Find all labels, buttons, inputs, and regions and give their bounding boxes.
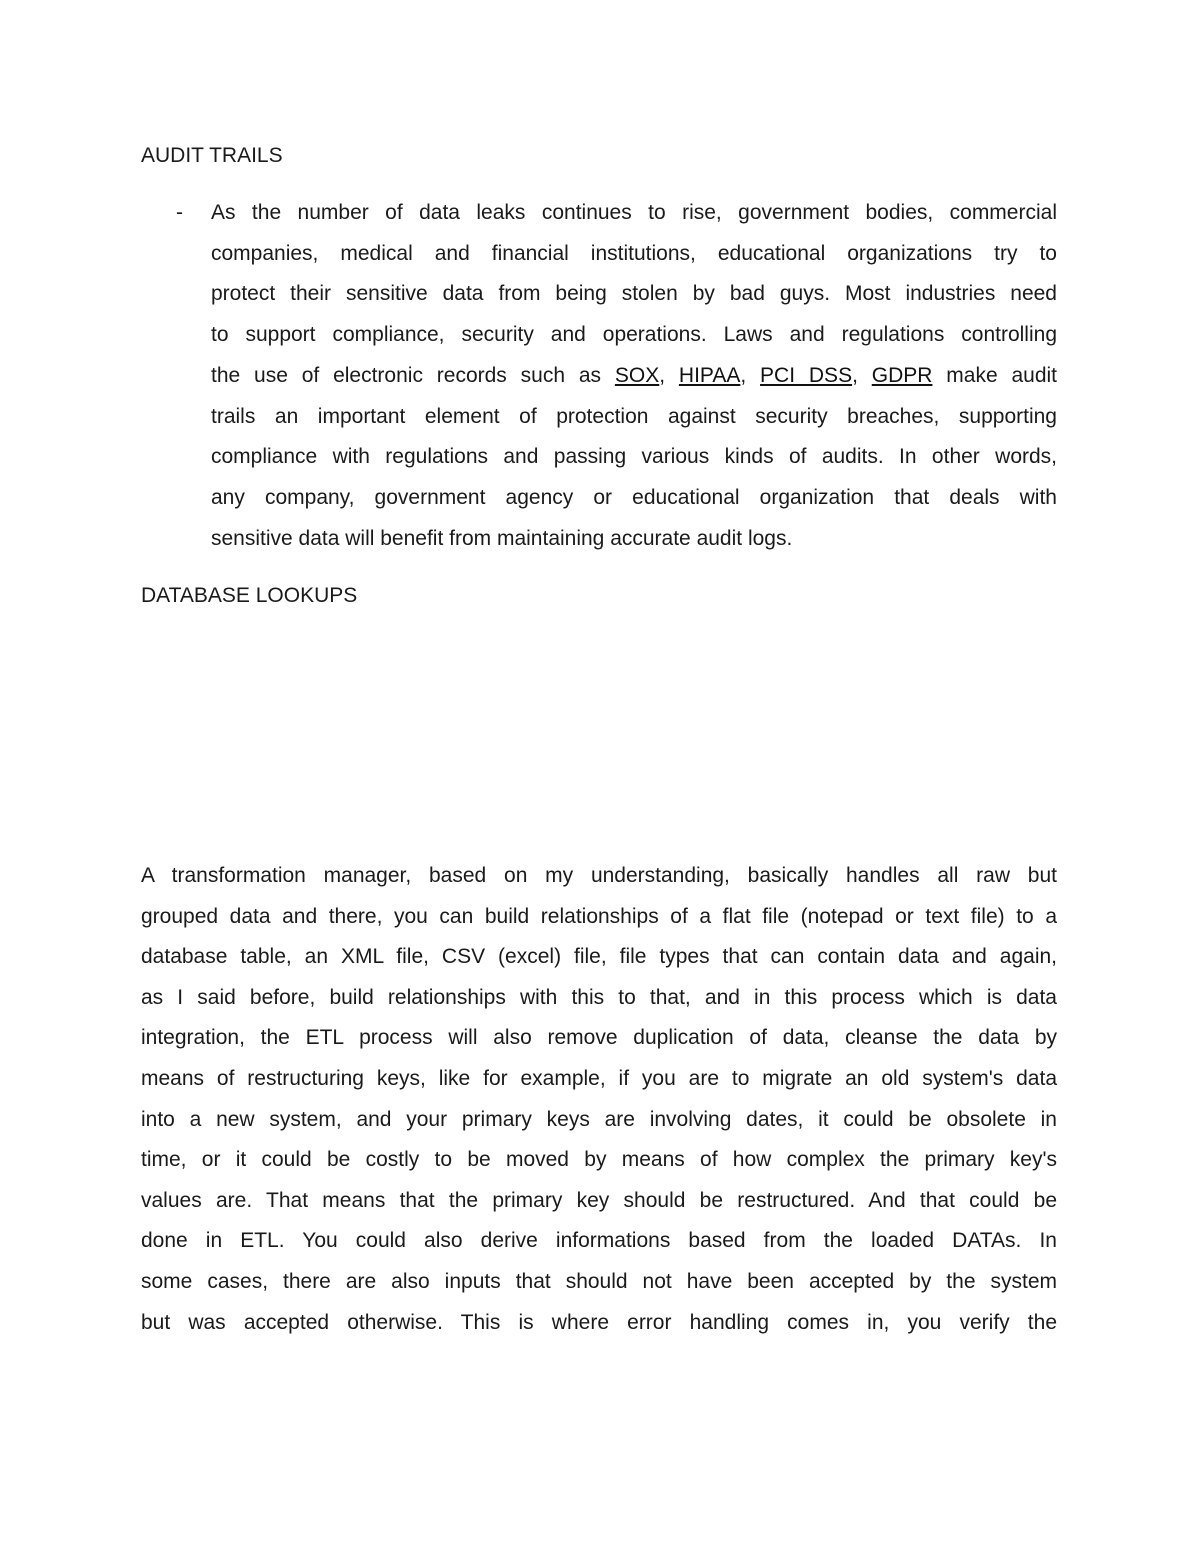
text-span: protect their sensitive data from being stolen by bad guys. Most industries need [211,282,1057,306]
text-line: means of restructuring keys, like for example, if you are to migrate an old system's data [141,1067,1057,1090]
text-span: trails an important element of protection against security breaches, supporting [211,404,1057,428]
heading-database-lookups: DATABASE LOOKUPS [141,584,358,607]
text-span: to support compliance, security and operations. Laws and regulations controlling [211,323,1057,347]
text-line [211,445,1057,469]
text-line: values are. That means that the primary key should be restructured. And that could be [141,1188,1057,1212]
text-span: , [740,363,761,387]
text-line: A transformation manager, based on my understanding, basically handles all raw but [141,864,1057,887]
text-line [211,282,1057,306]
heading-audit-trails: AUDIT TRAILS [141,144,283,167]
text-span: compliance with regulations and passing various kinds of audits. In other words, [211,445,1057,469]
text-line: grouped data and there, you can build relationships of a flat file (notepad or text file) to a [141,904,1057,928]
text-span: , [659,363,679,387]
text-line: integration, the ETL process will also remove duplication of data, cleanse the data by [141,1026,1057,1050]
text-span: As the number of data leaks continues to rise, government bodies, commercial [211,201,1057,224]
text-line: time, or it could be costly to be moved by means of how complex the primary key's [141,1148,1057,1172]
bullet-marker: - [176,201,183,224]
text-span: sensitive data will benefit from maintaining accurate audit logs. [211,526,793,550]
text-line: some cases, there are also inputs that should not have been accepted by the system [141,1270,1057,1293]
text-span: any company, government agency or educational organization that deals with [211,485,1057,509]
text-span: , [852,363,872,387]
text-line [211,323,1057,347]
text-line [211,405,1057,429]
text-line [211,527,1057,551]
link-gdpr[interactable]: GDPR [871,363,933,387]
text-span: make audit [932,363,1058,387]
text-line: done in ETL. You could also derive informations based from the loaded DATAs. In [141,1229,1057,1253]
text-line [211,486,1057,510]
text-line [211,364,1057,388]
link-sox[interactable]: SOX [614,363,660,387]
text-line: as I said before, build relationships with this to that, and in this process which is data [141,985,1057,1009]
text-line: database table, an XML file, CSV (excel) file, file types that can contain data and again, [141,945,1057,969]
text-line: but was accepted otherwise. This is where error handling comes in, you verify the [141,1310,1057,1334]
text-span: companies, medical and financial institutions, educational organizations try to [211,241,1057,265]
link-hipaa[interactable]: HIPAA [678,363,741,387]
link-pci-dss[interactable]: PCI DSS [760,363,853,387]
text-line: into a new system, and your primary keys are involving dates, it could be obsolete in [141,1107,1057,1131]
text-span: the use of electronic records such as [211,363,615,387]
text-line [211,242,1057,266]
text-line [211,201,1057,225]
